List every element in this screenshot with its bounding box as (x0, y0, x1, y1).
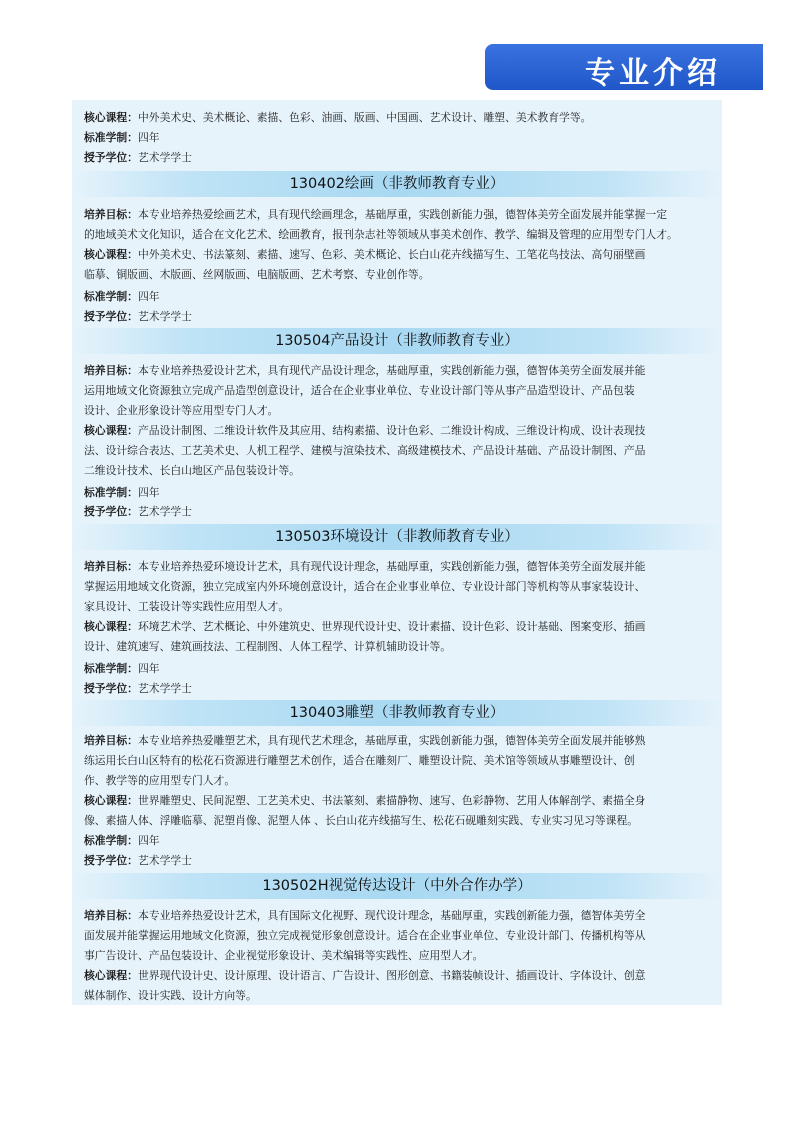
field-text: 临摹、铜版画、木版画、丝网版画、电脑版画、艺术考察、专业创作等。 (84, 268, 430, 281)
text-line (84, 659, 720, 679)
text-line (84, 906, 720, 926)
page-header-title: 专业介绍 (585, 56, 721, 91)
field-text: 四年 (137, 834, 160, 847)
text-line (84, 986, 720, 1006)
field-label: 授予学位： (84, 854, 138, 867)
field-text: 世界现代设计史、设计原理、设计语言、广告设计、图形创意、书籍装帧设计、插画设计、字体设计、创意 (137, 969, 646, 982)
field-text: 中外美术史、美术概论、素描、色彩、油画、版画、中国画、艺术设计、雕塑、美术教育学等。 (137, 111, 592, 124)
field-text: 的地域美术文化知识，适合在文化艺术、绘画教育，报刊杂志社等领域从事美术创作、教学、编辑及管理的应用型专门人才。 (84, 228, 678, 241)
section-heading-bar (72, 873, 722, 899)
section-heading-bar (72, 328, 722, 354)
field-label: 授予学位： (84, 310, 138, 323)
text-line (84, 731, 720, 751)
field-label: 核心课程： (84, 620, 138, 633)
field-label: 核心课程： (84, 248, 138, 261)
text-line (84, 751, 720, 771)
section-heading: 130504产品设计（非教师教育专业） (275, 333, 519, 349)
text-line (84, 287, 720, 307)
text-line (84, 307, 720, 327)
text-line (84, 361, 720, 381)
field-text: 四年 (137, 131, 160, 144)
text-line (84, 265, 720, 285)
field-label: 授予学位： (84, 505, 138, 518)
section-heading: 130503环境设计（非教师教育专业） (275, 529, 519, 545)
field-label: 培养目标： (84, 208, 138, 221)
text-line (84, 441, 720, 461)
section-heading: 130403雕塑（非教师教育专业） (289, 705, 505, 721)
text-line (84, 771, 720, 791)
field-text: 本专业培养热爱雕塑艺术，具有现代艺术理念，基础厚重，实践创新能力强，德智体美劳全面发展并能够熟 (137, 734, 646, 747)
field-text: 四年 (137, 486, 160, 499)
text-line (84, 205, 720, 225)
field-text: 作、教学等的应用型专门人才。 (84, 774, 236, 787)
text-line (84, 502, 720, 522)
text-line (84, 811, 720, 831)
field-text: 中外美术史、书法篆刻、素描、速写、色彩、美术概论、长白山花卉线描写生、工笔花鸟技法、高句丽壁画 (137, 248, 646, 261)
text-line (84, 617, 720, 637)
text-line (84, 791, 720, 811)
field-text: 运用地域文化资源独立完成产品造型创意设计，适合在企业事业单位、专业设计部门等从事产品造型设计、产品包装 (84, 384, 635, 397)
text-line (84, 461, 720, 481)
field-text: 本专业培养热爱绘画艺术，具有现代绘画理念，基础厚重，实践创新能力强，德智体美劳全面发展并能掌握一定 (137, 208, 668, 221)
text-line (84, 926, 720, 946)
text-line (84, 597, 720, 617)
field-label: 标准学制： (84, 486, 138, 499)
text-line (84, 148, 720, 168)
page-header-tab (485, 44, 763, 90)
field-text: 环境艺术学、艺术概论、中外建筑史、世界现代设计史、设计素描、设计色彩、设计基础、图案变形、插画 (137, 620, 646, 633)
text-line (84, 108, 720, 128)
field-label: 培养目标： (84, 734, 138, 747)
text-line (84, 557, 720, 577)
field-text: 本专业培养热爱设计艺术，具有国际文化视野、现代设计理念，基础厚重，实践创新能力强，德智体美劳全 (137, 909, 646, 922)
text-line (84, 831, 720, 851)
field-text: 艺术学学士 (137, 151, 192, 164)
field-label: 标准学制： (84, 834, 138, 847)
field-text: 产品设计制图、二维设计软件及其应用、结构素描、设计色彩、二维设计构成、三维设计构成、设计表现技 (137, 424, 646, 437)
text-line (84, 128, 720, 148)
field-text: 艺术学学士 (137, 505, 192, 518)
field-text: 二维设计技术、长白山地区产品包装设计等。 (84, 464, 300, 477)
text-line (84, 637, 720, 657)
section-heading-bar (72, 171, 722, 197)
field-text: 家具设计、工装设计等实践性应用型人才。 (84, 600, 290, 613)
field-label: 授予学位： (84, 682, 138, 695)
field-label: 标准学制： (84, 290, 138, 303)
field-text: 四年 (137, 290, 160, 303)
field-text: 本专业培养热爱设计艺术，具有现代产品设计理念，基础厚重，实践创新能力强，德智体美劳全面发展并能 (137, 364, 646, 377)
field-text: 艺术学学士 (137, 310, 192, 323)
text-line (84, 483, 720, 503)
text-line (84, 851, 720, 871)
field-label: 核心课程： (84, 969, 138, 982)
field-text: 面发展并能掌握运用地域文化资源，独立完成视觉形象创意设计。适合在企业事业单位、专业设计部门、传播机构等从 (84, 929, 646, 942)
text-line (84, 679, 720, 699)
field-text: 四年 (137, 662, 160, 675)
field-label: 授予学位： (84, 151, 138, 164)
field-label: 标准学制： (84, 662, 138, 675)
section-heading: 130402绘画（非教师教育专业） (289, 176, 505, 192)
text-line (84, 966, 720, 986)
field-label: 标准学制： (84, 131, 138, 144)
text-line (84, 421, 720, 441)
field-text: 法、设计综合表达、工艺美术史、人机工程学、建模与渲染技术、高级建模技术、产品设计基础、产品设计制图、产品 (84, 444, 646, 457)
section-heading-bar (72, 524, 722, 550)
field-text: 艺术学学士 (137, 854, 192, 867)
text-line (84, 946, 720, 966)
text-line (84, 401, 720, 421)
text-line (84, 381, 720, 401)
field-text: 练运用长白山区特有的松花石资源进行雕塑艺术创作，适合在雕刻厂、雕塑设计院、美术馆等领域从事雕塑设计、创 (84, 754, 635, 767)
field-text: 掌握运用地域文化资源，独立完成室内外环境创意设计，适合在企业事业单位、专业设计部门等机构等从事家装设计、 (84, 580, 646, 593)
field-text: 设计、建筑速写、建筑画技法、工程制图、人体工程学、计算机辅助设计等。 (84, 640, 452, 653)
field-text: 像、素描人体、浮雕临摹、泥塑肖像、泥塑人体 、长白山花卉线描写生、松花石砚雕刻实践、专业实习见习等课程。 (84, 814, 639, 827)
field-text: 事广告设计、产品包装设计、企业视觉形象设计、美术编辑等实践性、应用型人才。 (84, 949, 484, 962)
text-line (84, 225, 720, 245)
section-heading: 130502H视觉传达设计（中外合作办学） (262, 878, 532, 894)
field-text: 媒体制作、设计实践、设计方向等。 (84, 989, 257, 1002)
field-label: 核心课程： (84, 794, 138, 807)
field-text: 本专业培养热爱环境设计艺术，具有现代设计理念，基础厚重，实践创新能力强，德智体美劳全面发展并能 (137, 560, 646, 573)
field-text: 设计、企业形象设计等应用型专门人才。 (84, 404, 279, 417)
text-line (84, 577, 720, 597)
field-text: 艺术学学士 (137, 682, 192, 695)
text-line (84, 245, 720, 265)
field-label: 培养目标： (84, 560, 138, 573)
field-label: 培养目标： (84, 364, 138, 377)
field-label: 核心课程： (84, 111, 138, 124)
section-heading-bar (72, 700, 722, 726)
field-label: 核心课程： (84, 424, 138, 437)
field-text: 世界雕塑史、民间泥塑、工艺美术史、书法篆刻、素描静物、速写、色彩静物、艺用人体解剖学、素描全身 (137, 794, 646, 807)
field-label: 培养目标： (84, 909, 138, 922)
